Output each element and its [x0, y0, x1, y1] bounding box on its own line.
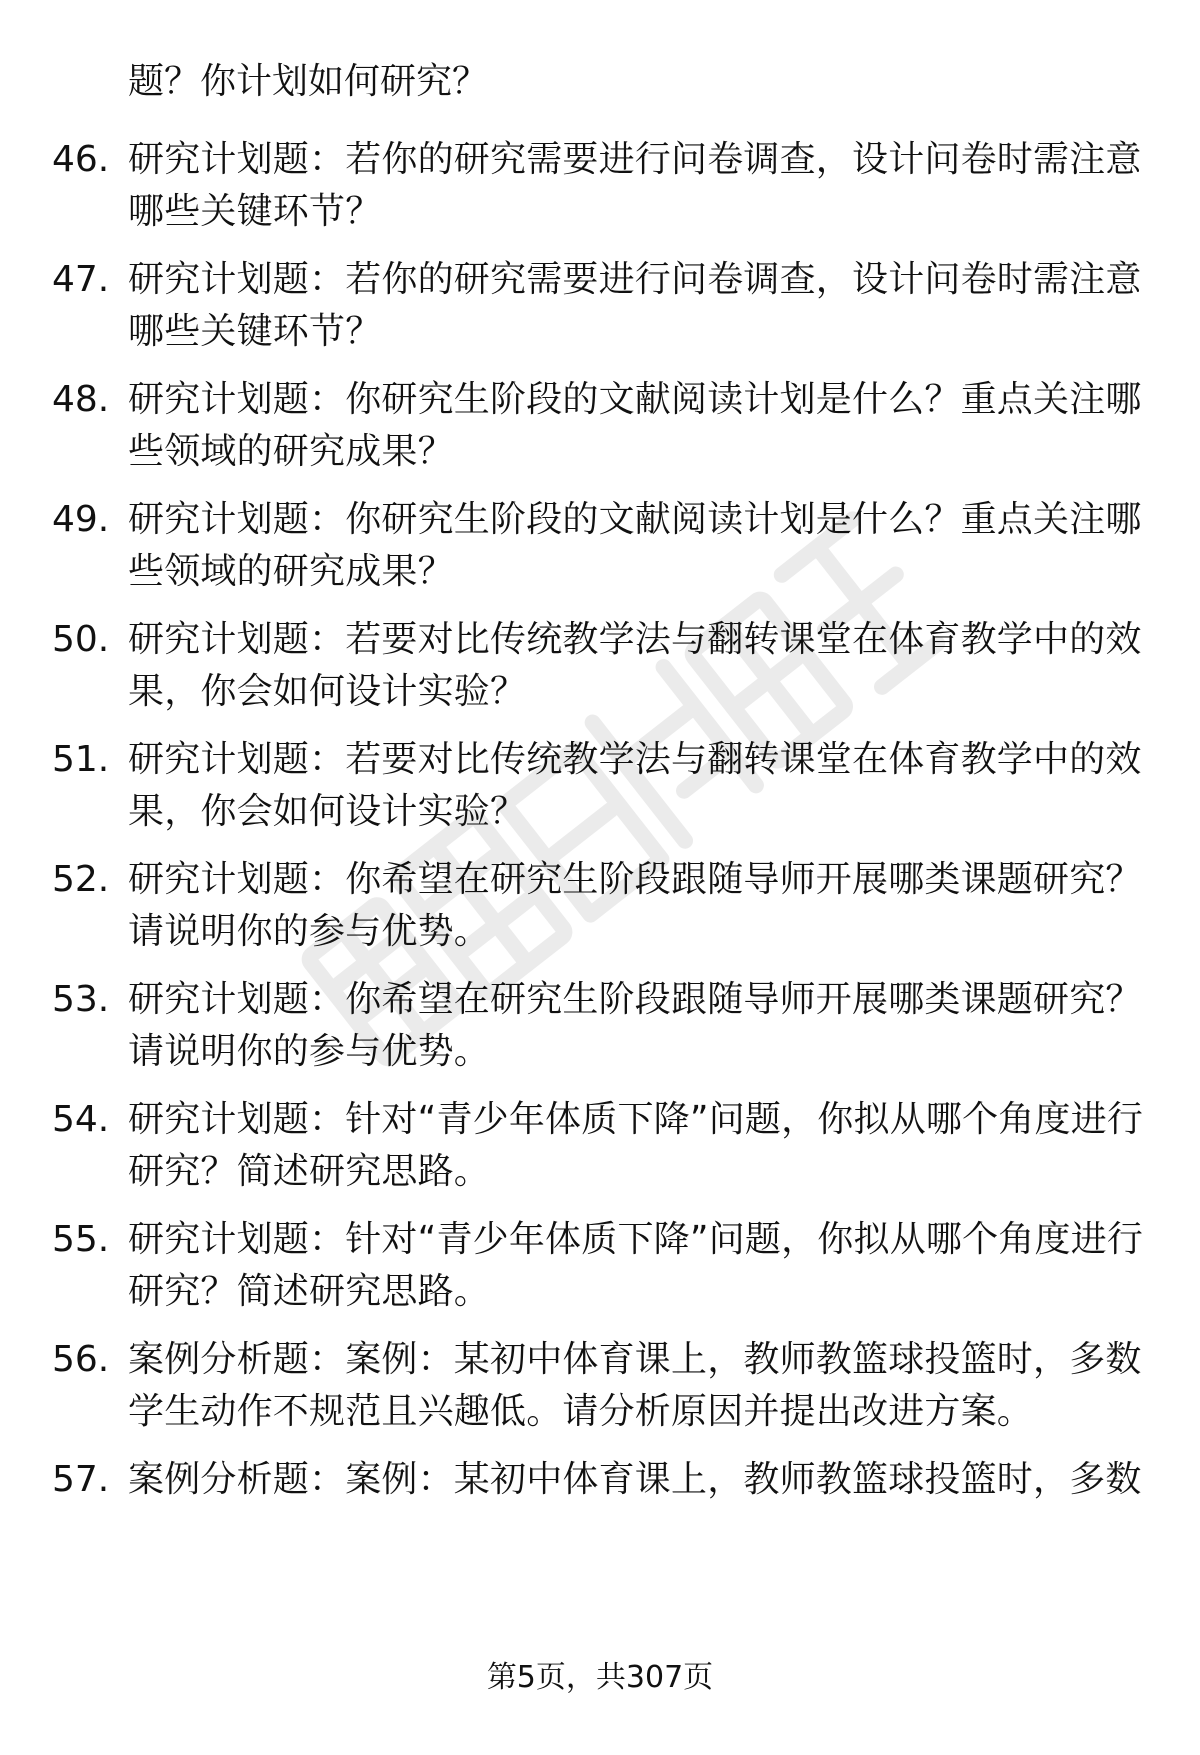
- question-text: 研究计划题：若你的研究需要进行问卷调查，设计问卷时需注意哪些关键环节？: [128, 259, 1142, 352]
- question-text: 案例分析题：案例：某初中体育课上，教师教篮球投篮时，多数: [128, 1459, 1142, 1500]
- question-text: 研究计划题：若要对比传统教学法与翻转课堂在体育教学中的效果，你会如何设计实验？: [128, 739, 1142, 832]
- question-text: 研究计划题：针对“青少年体质下降”问题，你拟从哪个角度进行研究？简述研究思路。: [128, 1099, 1144, 1192]
- question-text: 研究计划题：若要对比传统教学法与翻转课堂在体育教学中的效果，你会如何设计实验？: [128, 619, 1142, 712]
- question-number: 54.: [52, 1099, 110, 1140]
- question-text: 研究计划题：针对“青少年体质下降”问题，你拟从哪个角度进行研究？简述研究思路。: [128, 1219, 1144, 1312]
- question-text: 研究计划题：你希望在研究生阶段跟随导师开展哪类课题研究？请说明你的参与优势。: [128, 979, 1142, 1072]
- page-number-footer: 第5页，共307页: [486, 1660, 714, 1695]
- question-number: 55.: [52, 1219, 110, 1260]
- question-number: 49.: [52, 499, 110, 540]
- question-text: 研究计划题：你研究生阶段的文献阅读计划是什么？重点关注哪些领域的研究成果？: [128, 379, 1142, 472]
- question-text: 案例分析题：案例：某初中体育课上，教师教篮球投篮时，多数学生动作不规范且兴趣低。请分析原因并提出改进方案。: [128, 1339, 1142, 1432]
- question-number: 57.: [52, 1459, 110, 1500]
- question-number: 48.: [52, 379, 110, 420]
- question-text: 研究计划题：你研究生阶段的文献阅读计划是什么？重点关注哪些领域的研究成果？: [128, 499, 1142, 592]
- continuation-text: 题？你计划如何研究？: [128, 61, 489, 102]
- question-number: 53.: [52, 979, 110, 1020]
- question-text: 研究计划题：你希望在研究生阶段跟随导师开展哪类课题研究？请说明你的参与优势。: [128, 859, 1142, 952]
- question-number: 47.: [52, 259, 110, 300]
- question-number: 52.: [52, 859, 110, 900]
- question-number: 46.: [52, 139, 110, 180]
- question-text: 研究计划题：若你的研究需要进行问卷调查，设计问卷时需注意哪些关键环节？: [128, 139, 1142, 232]
- question-number: 50.: [52, 619, 110, 660]
- question-number: 56.: [52, 1339, 110, 1380]
- question-number: 51.: [52, 739, 110, 780]
